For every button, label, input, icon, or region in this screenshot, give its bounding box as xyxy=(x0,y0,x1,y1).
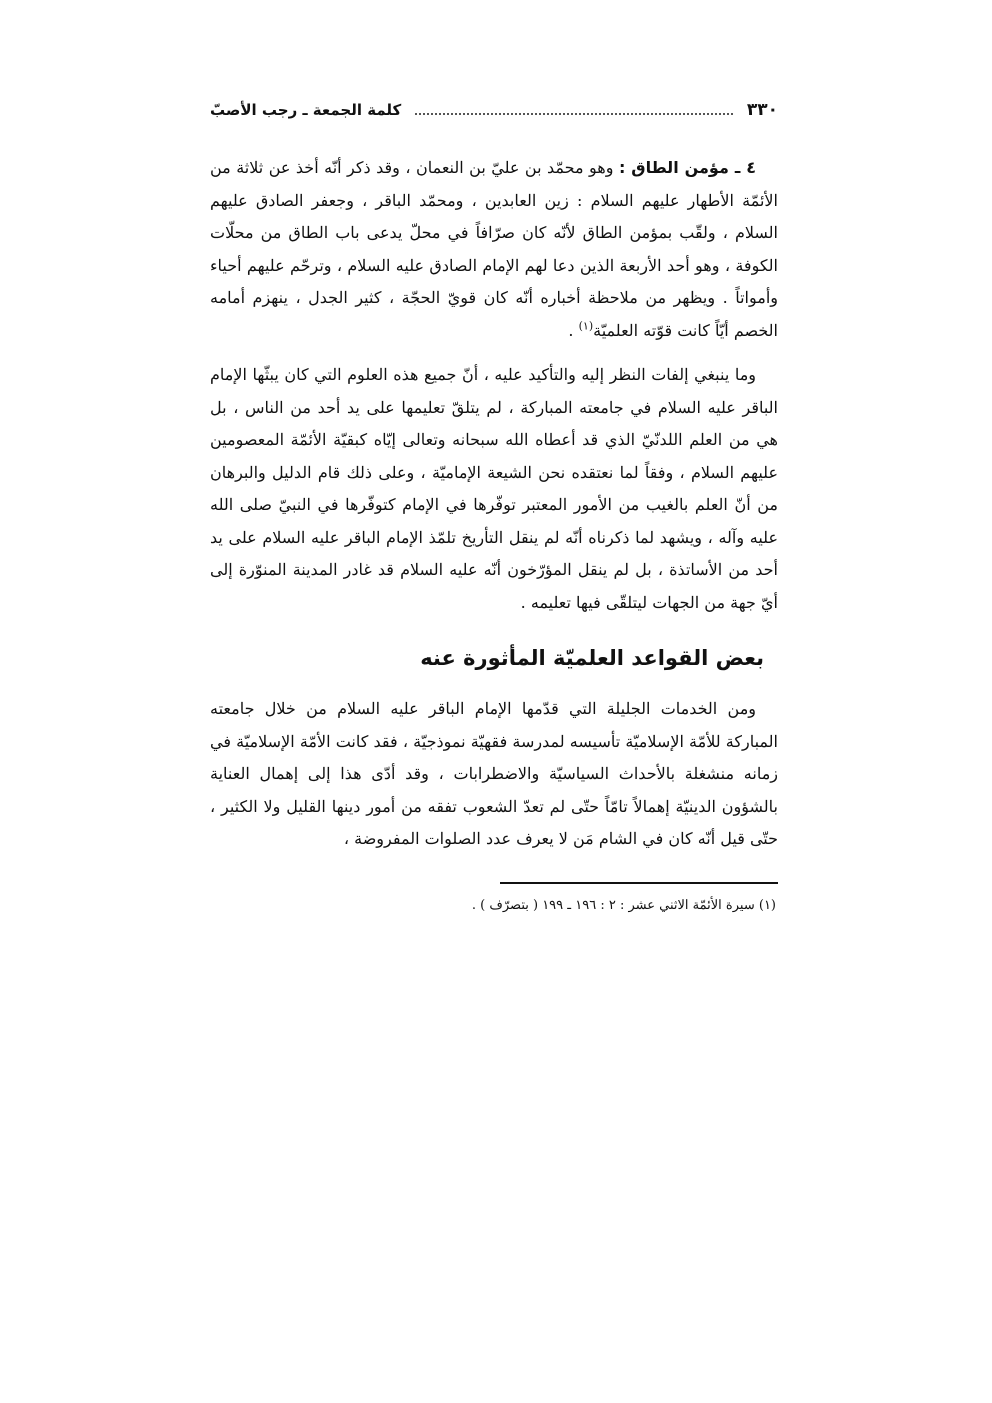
running-title: كلمة الجمعة ـ رجب الأصبّ xyxy=(210,101,402,119)
paragraph-divine-knowledge: وما ينبغي إلفات النظر إليه والتأكيد عليه ، أنّ جميع هذه العلوم التي كان يبثّها الإمام الباقر عليه السلام في جامعته المباركة ، لم يتلقّ تعليمها على يد أحد من الناس ، بل هي من العلم اللدنّيّ الذي قد أعطاه الله سبحانه وتعالى إيّاه كبقيّة الأئمّة المعصومين عليهم السلام ، وفقاً لما نعتقده نحن الشيعة الإماميّة ، وعلى ذلك قام الدليل والبرهان من أنّ العلم بالغيب من الأمور المعتبر توفّرها في الإمام كتوفّرها في النبيّ صلى الله عليه وآله ، ويشهد لما ذكرناه أنّه لم ينقل التأريخ تلمّذ الإمام الباقر عليه السلام على يد أحد من الأساتذة ، بل لم ينقل المؤرّخون أنّه عليه السلام قد غادر المدينة المنوّرة إلى أيّ جهة من الجهات ليتلقّى فيها تعليمه . xyxy=(210,365,778,612)
footnote: (١) سيرة الأئمّة الاثني عشر : ٢ : ١٩٦ ـ ١٩٩ ( بتصرّف ) . xyxy=(471,897,776,913)
page-header xyxy=(210,90,778,130)
paragraph-tail: . xyxy=(568,320,579,340)
header-dotted-leader xyxy=(415,113,733,115)
paragraph-text: وهو محمّد بن عليّ بن النعمان ، وقد ذكر أنّه أخذ عن ثلاثة من الأئمّة الأطهار عليهم السلام : زين العابدين ، ومحمّد الباقر ، وجعفر الصادق عليهم السلام ، ولقّب بمؤمن الطاق لأنّه كان صرّافاً في محلّ يدعى باب الطاق من محلّات الكوفة ، وهو أحد الأربعة الذين دعا لهم الإمام الصادق عليه السلام ، وترحّم عليهم أحياء وأمواتاً . ويظهر من ملاحظة أخباره أنّه كان قويّ الحجّة ، كثير الجدل ، ينهزم أمامه الخصم أيّاً كانت قوّته العلميّة xyxy=(210,158,779,340)
paragraph-mumin-al-taq xyxy=(210,152,778,347)
footnote-marker[interactable]: (١) xyxy=(578,319,594,333)
paragraph-jurisprudence-school: ومن الخدمات الجليلة التي قدّمها الإمام الباقر عليه السلام من خلال جامعته المباركة للأمّة الإسلاميّة تأسيسه لمدرسة فقهيّة نموذجيّة ، فقد كانت الأمّة الإسلاميّة في زمانه منشغلة بالأحداث السياسيّة والاضطرابات ، وقد أدّى هذا إلى إهمال العناية بالشؤون الدينيّة إهمالاً تامّاً حتّى لم تعدّ الشعوب تفقه من أمور دينها القليل ولا الكثير ، حتّى قيل أنّه كان في الشام مَن لا يعرف عدد الصلوات المفروضة ، xyxy=(210,699,778,848)
page-number: ٣٣٠ xyxy=(746,100,778,120)
paragraph-lead: ٤ ـ مؤمن الطاق : xyxy=(618,158,757,177)
section-heading: بعض القواعد العلميّة المأثورة عنه xyxy=(420,646,764,670)
book-page xyxy=(210,90,778,918)
footnote-separator xyxy=(500,882,778,884)
